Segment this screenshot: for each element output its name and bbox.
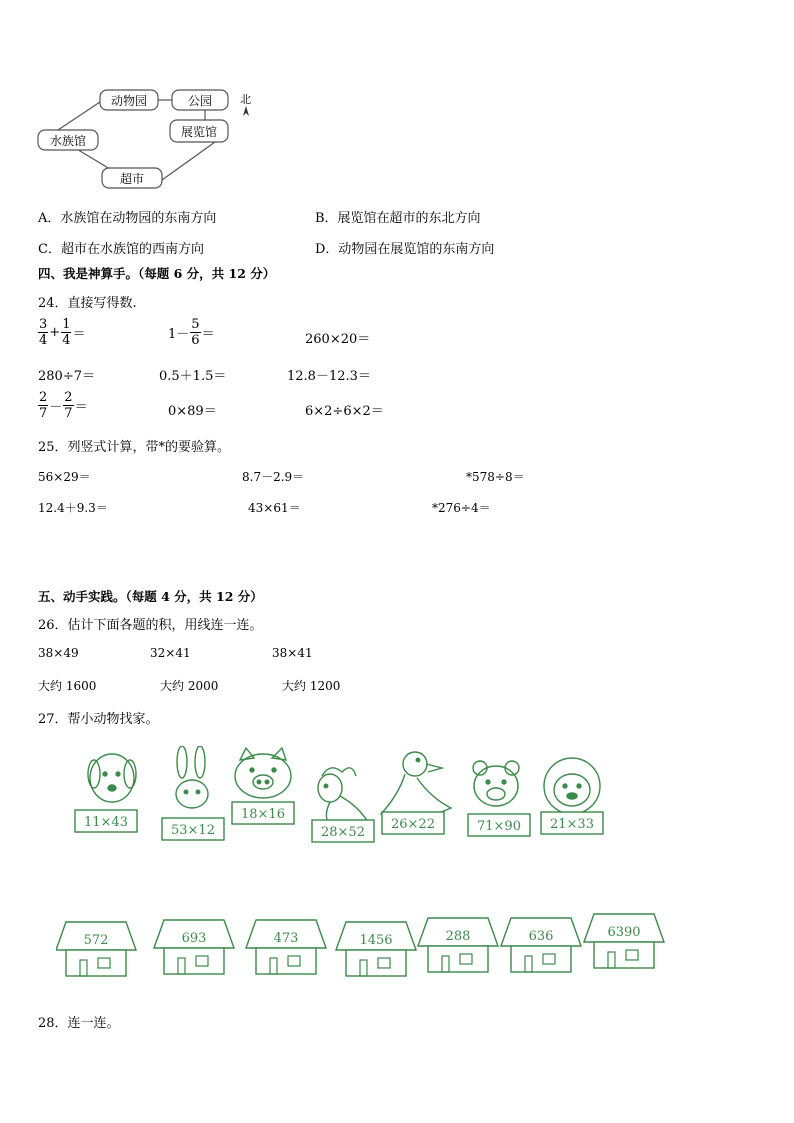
house-number: 636 — [528, 929, 554, 944]
house-6 — [501, 918, 581, 972]
animal-sign-5 — [382, 812, 444, 834]
q24-title: 24．直接写得数. — [38, 296, 137, 311]
animal-sign-1 — [75, 810, 137, 832]
rabbit-icon — [176, 746, 208, 808]
q24-item-5: 0.5＋1.5＝ — [159, 369, 227, 384]
animal-sign-6 — [468, 814, 530, 836]
map-node-zoo — [100, 90, 158, 110]
house-3 — [246, 920, 326, 974]
q24-item-4: 280÷7＝ — [38, 369, 95, 384]
animal-sign-7 — [541, 812, 603, 834]
section-4-title: 四、我是神算手。（每题 6 分，共 12 分） — [38, 266, 276, 281]
house-number: 572 — [83, 933, 109, 948]
svg-text:公园: 公园 — [187, 94, 213, 108]
direction-map — [30, 82, 270, 192]
house-2 — [154, 920, 234, 974]
house-7 — [584, 914, 664, 968]
q24-item-9: 6×2÷6×2＝ — [305, 404, 384, 419]
duck-icon — [381, 752, 451, 817]
map-node-supermarket — [102, 168, 162, 188]
q26-title: 26．估计下面各题的积，用线连一连。 — [38, 618, 263, 633]
q26-estimate-1: 大约 1600 — [38, 679, 97, 693]
svg-text:动物园: 动物园 — [110, 94, 148, 108]
q25-item-2: 8.7－2.9＝ — [242, 470, 305, 484]
house-5 — [418, 918, 498, 972]
q26-estimate-2: 大约 2000 — [160, 679, 219, 693]
pig-icon — [235, 748, 291, 798]
svg-text:11×43: 11×43 — [84, 815, 128, 830]
animal-sign-4 — [312, 820, 374, 842]
option-d: D．动物园在展览馆的东南方向 — [315, 242, 495, 257]
svg-text:21×33: 21×33 — [550, 817, 594, 832]
animal-sign-2 — [162, 818, 224, 840]
svg-text:展览馆: 展览馆 — [180, 125, 218, 139]
dog-icon — [88, 754, 136, 802]
map-node-aquarium — [38, 130, 98, 150]
house-1 — [56, 922, 136, 976]
map-node-park — [172, 90, 228, 110]
q25-item-3: *578÷8＝ — [466, 470, 525, 484]
q24-item-2: 1－ $\frac{5}{6}$ ＝ — [168, 317, 215, 348]
q24-item-7: $\frac{2}{7}$ － $\frac{2}{7}$ ＝ — [39, 390, 88, 421]
q24-item-1: $\frac{3}{4}$ + $\frac{1}{4}$ ＝ — [39, 317, 86, 348]
option-c: C．超市在水族馆的西南方向 — [38, 242, 204, 257]
map-node-exhibition — [170, 120, 228, 142]
section-5-title: 五、动手实践。（每题 4 分，共 12 分） — [38, 589, 263, 604]
q28-title: 28．连一连。 — [38, 1016, 120, 1031]
q25-item-5: 43×61＝ — [248, 501, 301, 515]
svg-text:超市: 超市 — [119, 172, 145, 186]
svg-text:71×90: 71×90 — [477, 819, 521, 834]
svg-text:水族馆: 水族馆 — [49, 134, 87, 148]
q26-expr-1: 38×49 — [38, 646, 79, 660]
house-number: 1456 — [359, 933, 393, 948]
svg-text:26×22: 26×22 — [391, 817, 435, 832]
animal-sign-3 — [232, 802, 294, 824]
q24-item-8: 0×89＝ — [168, 404, 217, 419]
house-number: 6390 — [607, 925, 641, 940]
monkey-icon — [544, 758, 600, 814]
q25-item-6: *276÷4＝ — [432, 501, 491, 515]
goat-icon — [318, 768, 368, 822]
houses-row — [56, 910, 666, 980]
q26-estimate-3: 大约 1200 — [282, 679, 341, 693]
svg-text:28×52: 28×52 — [321, 825, 365, 840]
svg-text:18×16: 18×16 — [241, 807, 285, 822]
svg-text:53×12: 53×12 — [171, 823, 215, 838]
bear-icon — [473, 761, 519, 806]
q25-item-1: 56×29＝ — [38, 470, 91, 484]
house-number: 288 — [445, 929, 471, 944]
north-arrow-icon — [240, 93, 251, 116]
house-4 — [336, 922, 416, 976]
svg-text:北: 北 — [240, 93, 251, 106]
q26-expr-2: 32×41 — [150, 646, 191, 660]
option-b: B．展览馆在超市的东北方向 — [315, 211, 481, 226]
q25-item-4: 12.4＋9.3＝ — [38, 501, 108, 515]
q27-title: 27．帮小动物找家。 — [38, 712, 159, 727]
q25-title: 25．列竖式计算，带*的要验算。 — [38, 440, 231, 455]
q24-item-6: 12.8－12.3＝ — [287, 369, 371, 384]
animals-row — [60, 746, 620, 846]
q26-expr-3: 38×41 — [272, 646, 313, 660]
house-number: 693 — [181, 931, 207, 946]
q24-item-3: 260×20＝ — [305, 332, 371, 347]
option-a: A．水族馆在动物园的东南方向 — [38, 211, 217, 226]
house-number: 473 — [273, 931, 299, 946]
